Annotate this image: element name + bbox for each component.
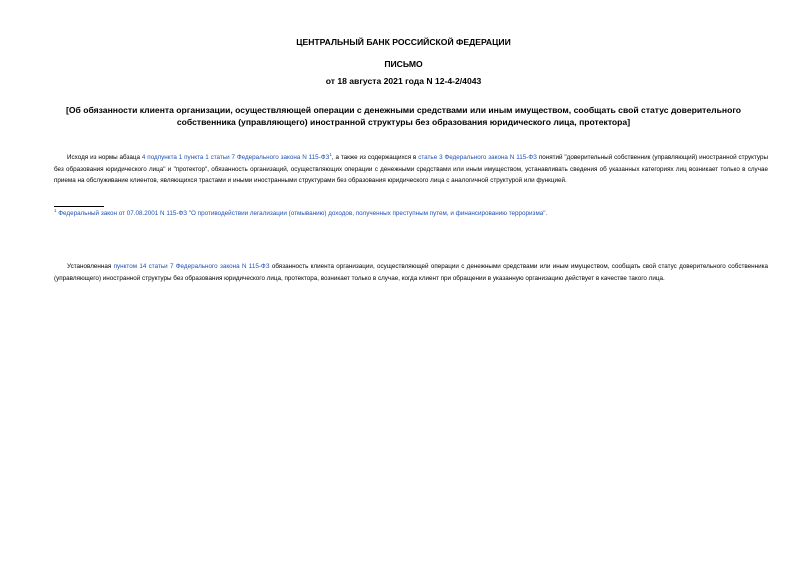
law-link-article-7-point-14[interactable]: пунктом 14 статьи 7 Федерального закона N 115-ФЗ	[113, 263, 270, 270]
footnote-mark: 1	[54, 207, 57, 213]
law-link-article-7[interactable]: 4 подпункта 1 пункта 1 статьи 7 Федерального закона N 115-ФЗ	[141, 154, 330, 161]
issuer-name: ЦЕНТРАЛЬНЫЙ БАНК РОССИЙСКОЙ ФЕДЕРАЦИИ	[296, 37, 511, 47]
p1-text-3: понятий "доверительный собственник (управляющий) иностранной структуры без образования юридического лица" и "протектор", обязанность организаций, осуществляющих операции с денежными средствами или иным имуществом, устанавливать сведения об указанных категориях лиц возникает только в случае приема на обслуживание клиентов, являющихся трастами и иными иностранными структурами без образования юридического лица с аналогичной структурой или функцией.	[54, 154, 768, 184]
footnote-law-link[interactable]: Федеральный закон от 07.08.2001 N 115-ФЗ "О противодействии легализации (отмыванию) доходов, полученных преступным путем, и финансированию терроризма".	[58, 210, 548, 217]
document-kind: ПИСЬМО	[384, 59, 423, 69]
footnote	[54, 208, 754, 219]
p1-text-2: , а также из содержащихся в	[331, 154, 419, 161]
footnote-ref[interactable]: 1	[329, 151, 332, 157]
paragraph-1	[54, 152, 768, 187]
footnote-separator	[54, 206, 104, 207]
paragraph-2	[54, 261, 768, 284]
p2-text-2: обязанность клиента организации, осуществляющей операции с денежными средствами или иным имуществом, сообщать свой статус доверительного собственника (управляющего) иностранной структуры без образования юридического лица, протектора, возникает только в случае, когда клиент при обращении в указанную организацию действует в качестве такого лица.	[54, 263, 768, 282]
document-title: [Об обязанности клиента организации, осуществляющей операции с денежными средствами или иным имуществом, сообщать свой статус доверительного собственника (управляющего) иностранной структуры без образования юридического лица, протектора]	[65, 105, 742, 127]
document-date-number: от 18 августа 2021 года N 12-4-2/4043	[325, 76, 482, 86]
p1-text-1: Исходя из нормы абзаца	[67, 154, 142, 161]
law-link-article-3[interactable]: статье 3 Федерального закона N 115-ФЗ	[418, 154, 537, 161]
p2-text-1: Установленная	[67, 263, 114, 270]
